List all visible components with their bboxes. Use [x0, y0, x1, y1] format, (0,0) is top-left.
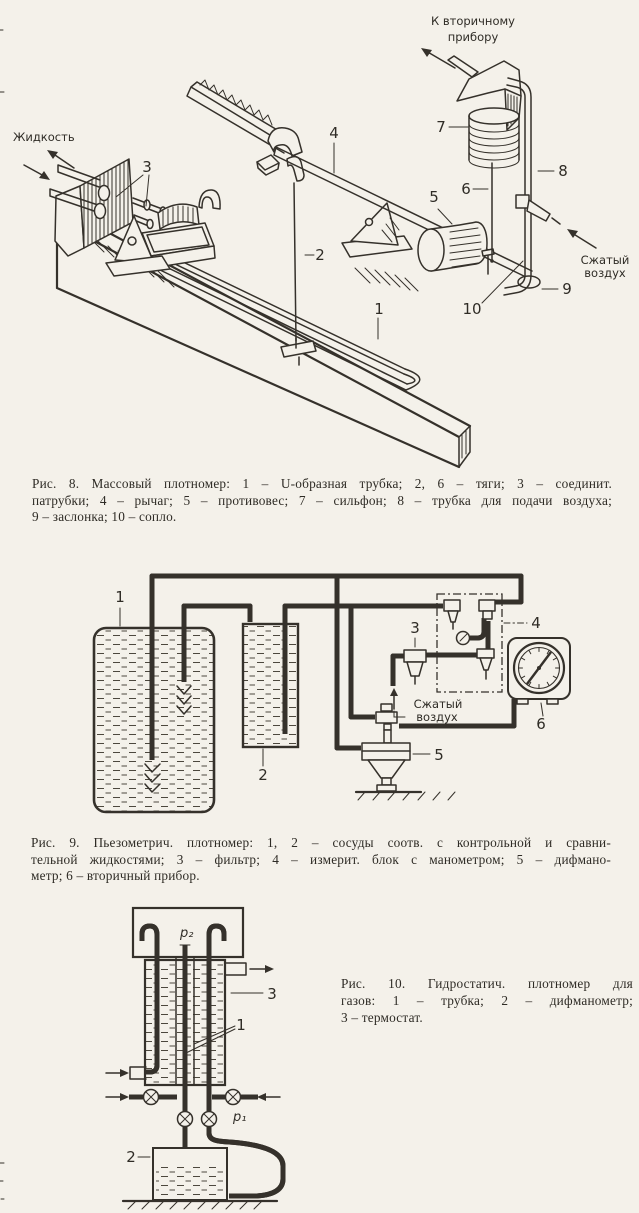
counterweight — [418, 222, 540, 288]
fig10-caption-line1: Рис. 10. Гидростатич. плотномер для — [341, 976, 633, 991]
fig8-label-3: 3 — [142, 158, 152, 176]
fig8-label-10: 10 — [462, 300, 482, 318]
fig8-caption — [32, 476, 612, 526]
fig8-label-5: 5 — [429, 188, 439, 206]
fig9-label-6: 6 — [536, 715, 546, 733]
filter — [404, 650, 426, 662]
fig8-caption-line1: Рис. 8. Массовый плотномер: 1 – U-образная трубка; 2, 6 – тяги; 3 – соединит. — [32, 476, 612, 491]
fig8-label-7: 7 — [436, 118, 446, 136]
fig8-label-8: 8 — [558, 162, 568, 180]
fig9-caption — [31, 835, 611, 885]
vessel-2 — [243, 624, 298, 747]
fig10-label-2: 2 — [126, 1148, 136, 1166]
fig9-label-3: 3 — [410, 619, 420, 637]
fig10-caption-line2: газов: 1 – трубка; 2 – дифманометр; — [341, 993, 633, 1009]
air-label-line1: Сжатый — [580, 253, 630, 267]
fig8-label-4: 4 — [329, 124, 339, 142]
fig8-label-2: 2 — [315, 246, 325, 264]
fig9-label-2: 2 — [258, 766, 268, 784]
fig9-label-5: 5 — [434, 746, 444, 764]
flapper — [518, 276, 540, 288]
support-bracket-right — [351, 203, 398, 245]
fig9-caption-line1: Рис. 9. Пьезометрич. плотномер: 1, 2 – сосуды соотв. с контрольной и сравни- — [31, 835, 611, 850]
fig9-caption-line3: метр; 6 – вторичный прибор. — [31, 868, 200, 883]
inlet-assembly — [50, 150, 220, 276]
secondary-gauge — [508, 638, 570, 704]
fig10-caption-line3: 3 – термостат. — [341, 1010, 423, 1026]
fig8-caption-line3: 9 – заслонка; 10 – сопло. — [32, 509, 177, 524]
fig9-caption-line2: тельной жидкостями; 3 – фильтр; 4 – измерит. блок с манометром; 5 – дифмано- — [31, 851, 611, 867]
fig8-label-1: 1 — [374, 300, 384, 318]
ground-hatch — [358, 792, 455, 800]
fig10-label-p1: p₁ — [233, 1110, 247, 1125]
fig10-label-1: 1 — [236, 1016, 246, 1034]
fig8-label-6: 6 — [461, 180, 471, 198]
scan-artifacts — [0, 1163, 4, 1199]
fig8-caption-line2: патрубки; 4 – рычаг; 5 – противовес; 7 – сильфон; 8 – трубка для подачи воздуха; — [32, 492, 612, 508]
fig10-label-p2: p₂ — [180, 926, 194, 941]
fig9-air-label-line1: Сжатый — [413, 697, 463, 711]
fig9-drawing — [0, 552, 639, 828]
to-secondary-label-line2: прибору — [447, 30, 499, 44]
fig9-label-4: 4 — [531, 614, 541, 632]
to-secondary-label-line1: К вторичному — [431, 14, 515, 28]
fig10-drawing — [0, 895, 330, 1213]
rack-teeth — [200, 80, 272, 125]
scan-artifacts — [0, 30, 4, 92]
fig8-drawing — [0, 0, 639, 476]
fig10-caption — [341, 975, 633, 1027]
ground-hatch — [128, 1201, 262, 1209]
air-label-line2: воздух — [584, 266, 626, 280]
fig10-label-3: 3 — [267, 985, 277, 1003]
liquid-label: Жидкость — [13, 130, 75, 144]
fig8-label-9: 9 — [562, 280, 572, 298]
fig9-label-1: 1 — [115, 588, 125, 606]
fig9-air-label-line2: воздух — [416, 710, 458, 724]
